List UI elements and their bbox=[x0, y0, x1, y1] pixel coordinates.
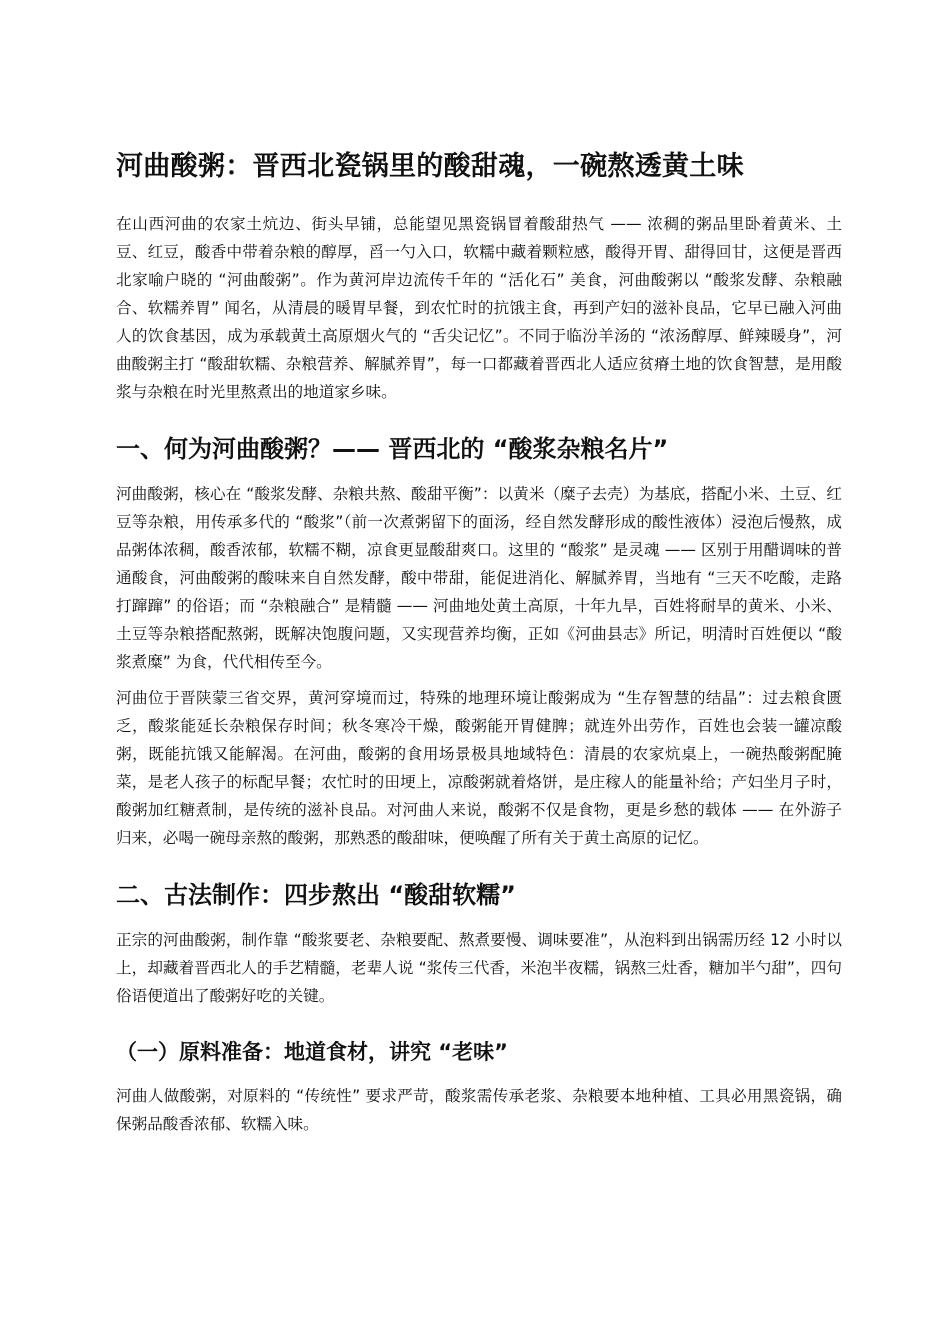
section-1-paragraph-1: 河曲酸粥，核心在 “酸浆发酵、杂粮共熬、酸甜平衡”：以黄米（糜子去壳）为基底，搭配小米、土豆、红豆等杂粮，用传承多代的 “酸浆”（前一次煮粥留下的面汤，经自然发酵形成的酸性液体）浸泡后慢熬，成品粥体浓稠，酸香浓郁，软糯不糊，凉食更显酸甜爽口。这里的 “酸浆” 是灵魂 —— 区别于用醋调味的普通酸食，河曲酸粥的酸味来自自然发酵，酸中带甜，能促进消化、解腻养胃，当地有 “三天不吃酸，走路打蹿蹿” 的俗语；而 “杂粮融合” 是精髓 —— 河曲地处黄土高原，十年九旱，百姓将耐旱的黄米、小米、土豆等杂粮搭配熬粥，既解决饱腹问题，又实现营养均衡，正如《河曲县志》所记，明清时百姓便以 “酸浆煮糜” 为食，代代相传至今。 bbox=[116, 485, 842, 671]
subsection-heading-1: （一）原料准备：地道食材，讲究 “老味” bbox=[116, 1040, 508, 1064]
section-heading-2: 二、古法制作：四步熬出 “酸甜软糯” bbox=[116, 881, 516, 909]
section-1-paragraph-2: 河曲位于晋陕蒙三省交界，黄河穿境而过，特殊的地理环境让酸粥成为 “生存智慧的结晶”：过去粮食匮乏，酸浆能延长杂粮保存时间；秋冬寒冷干燥，酸粥能开胃健脾；就连外出劳作，百姓也会装一罐凉酸粥，既能抗饿又能解渴。在河曲，酸粥的食用场景极具地域特色：清晨的农家炕桌上，一碗热酸粥配腌菜，是老人孩子的标配早餐；农忙时的田埂上，凉酸粥就着烙饼，是庄稼人的能量补给；产妇坐月子时，酸粥加红糖煮制，是传统的滋补良品。对河曲人来说，酸粥不仅是食物，更是乡愁的载体 —— 在外游子归来，必喝一碗母亲熬的酸粥，那熟悉的酸甜味，便唤醒了所有关于黄土高原的记忆。 bbox=[116, 689, 842, 847]
document-page bbox=[116, 148, 842, 1146]
subsection-1-paragraph-1: 河曲人做酸粥，对原料的 “传统性” 要求严苛，酸浆需传承老浆、杂粮要本地种植、工具必用黑瓷锅，确保粥品酸香浓郁、软糯入味。 bbox=[116, 1087, 842, 1133]
section-heading-1: 一、何为河曲酸粥？—— 晋西北的 “酸浆杂粮名片” bbox=[116, 435, 669, 463]
article-title: 河曲酸粥：晋西北瓷锅里的酸甜魂，一碗熬透黄土味 bbox=[116, 151, 744, 182]
intro-paragraph: 在山西河曲的农家土炕边、街头早铺，总能望见黑瓷锅冒着酸甜热气 —— 浓稠的粥品里卧着黄米、土豆、红豆，酸香中带着杂粮的醇厚，舀一勺入口，软糯中藏着颗粒感，酸得开胃、甜得回甘，这便是晋西北家喻户晓的 “河曲酸粥”。作为黄河岸边流传千年的 “活化石” 美食，河曲酸粥以 “酸浆发酵、杂粮融合、软糯养胃” 闻名，从清晨的暖胃早餐，到农忙时的抗饿主食，再到产妇的滋补良品，它早已融入河曲人的饮食基因，成为承载黄土高原烟火气的 “舌尖记忆”。不同于临汾羊汤的 “浓汤醇厚、鲜辣暖身”，河曲酸粥主打 “酸甜软糯、杂粮营养、解腻养胃”，每一口都藏着晋西北人适应贫瘠土地的饮食智慧，是用酸浆与杂粮在时光里熬煮出的地道家乡味。 bbox=[116, 215, 842, 401]
section-2-paragraph-1: 正宗的河曲酸粥，制作靠 “酸浆要老、杂粮要配、熬煮要慢、调味要准”，从泡料到出锅需历经 12 小时以上，却藏着晋西北人的手艺精髓，老辈人说 “浆传三代香，米泡半夜糯，锅熬三灶香，糖加半勺甜”，四句俗语便道出了酸粥好吃的关键。 bbox=[116, 931, 842, 1005]
